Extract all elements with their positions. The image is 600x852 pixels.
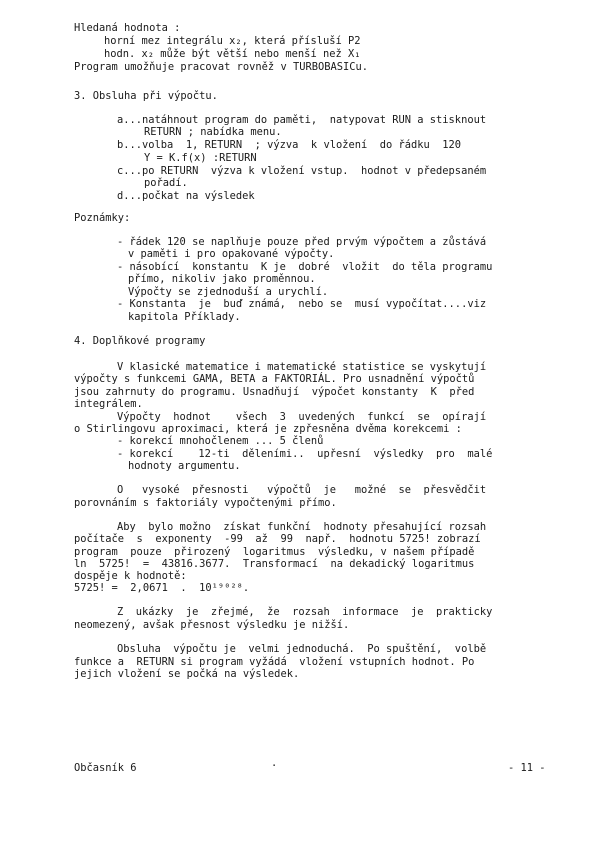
text-line: Z ukázky je zřejmé, že rozsah informace je prakticky: [117, 606, 493, 618]
text-line: porovnáním s faktoriály vypočtenými přímo.: [74, 497, 337, 509]
text-line: b...volba 1, RETURN ; výzva k vložení do řádku 120: [117, 139, 462, 151]
text-line: RETURN ; nabídka menu.: [144, 126, 282, 138]
text-line: program pouze přirozený logaritmus výsledku, v našem případě: [74, 546, 475, 558]
text-line: Poznámky:: [74, 212, 131, 224]
text-line: v paměti i pro opakované výpočty.: [128, 248, 335, 260]
text-line: hodn. x₂ může být větší nebo menší než X₁: [104, 48, 361, 60]
text-line: - Konstanta je buď známá, nebo se musí vypočítat....viz: [117, 298, 487, 310]
text-line: - korekcí 12-ti děleními.. upřesní výsledky pro malé: [117, 448, 493, 460]
text-line: neomezený, avšak přesnost výsledku je nižší.: [74, 619, 350, 631]
footer-publication: Občasník 6: [74, 762, 137, 774]
text-line: výpočty s funkcemi GAMA, BETA a FAKTORIÁL. Pro usnadnění výpočtů: [74, 373, 475, 385]
page-number: - 11 -: [508, 762, 546, 774]
text-line: Program umožňuje pracovat rovněž v TURBOBASICu.: [74, 61, 369, 73]
text-line: kapitola Příklady.: [128, 311, 241, 323]
text-line: Y = K.f(x) :RETURN: [144, 152, 257, 164]
text-line: o Stirlingovu aproximaci, která je zpřesněna dvěma korekcemi :: [74, 423, 462, 435]
text-line: Aby bylo možno získat funkční hodnoty přesahující rozsah: [117, 521, 487, 533]
text-line: Výpočty se zjednoduší a urychlí.: [128, 286, 329, 298]
text-line: Obsluha výpočtu je velmi jednoduchá. Po spuštění, volbě: [117, 643, 487, 655]
text-line: 4. Doplňkové programy: [74, 335, 206, 347]
text-line: dospěje k hodnotě:: [74, 570, 187, 582]
text-line: počítače s exponenty -99 až 99 např. hodnotu 5725! zobrazí: [74, 533, 481, 545]
text-line: c...po RETURN výzva k vložení vstup. hodnot v předepsaném: [117, 165, 487, 177]
text-line: - násobící konstantu K je dobré vložit do těla programu: [117, 261, 493, 273]
text-line: Hledaná hodnota :: [74, 22, 181, 34]
text-line: - korekcí mnohočlenem ... 5 členů: [117, 435, 324, 447]
text-line: 5725! = 2,0671 . 10¹⁹⁰²⁸.: [74, 582, 250, 594]
text-line: funkce a RETURN si program vyžádá vložení vstupních hodnot. Po: [74, 656, 475, 668]
text-line: hodnoty argumentu.: [128, 460, 241, 472]
text-line: jejich vložení se počká na výsledek.: [74, 668, 300, 680]
text-line: horní mez integrálu x₂, která přísluší P2: [104, 35, 361, 47]
footer-dot: ·: [271, 760, 278, 772]
text-line: přímo, nikoliv jako proměnnou.: [128, 273, 316, 285]
text-line: jsou zahrnuty do programu. Usnadňují výpočet konstanty K před: [74, 386, 475, 398]
text-line: pořadí.: [144, 177, 188, 189]
text-line: - řádek 120 se naplňuje pouze před prvým výpočtem a zůstává: [117, 236, 487, 248]
text-line: O vysoké přesnosti výpočtů je možné se přesvědčit: [117, 484, 487, 496]
text-line: d...počkat na výsledek: [117, 190, 255, 202]
text-line: a...natáhnout program do paměti, natypovat RUN a stisknout: [117, 114, 487, 126]
text-line: V klasické matematice i matematické statistice se vyskytují: [117, 361, 487, 373]
text-line: integrálem.: [74, 398, 143, 410]
text-line: ln 5725! = 43816.3677. Transformací na dekadický logaritmus: [74, 558, 475, 570]
text-line: Výpočty hodnot všech 3 uvedených funkcí se opírají: [117, 411, 487, 423]
text-line: 3. Obsluha při výpočtu.: [74, 90, 218, 102]
